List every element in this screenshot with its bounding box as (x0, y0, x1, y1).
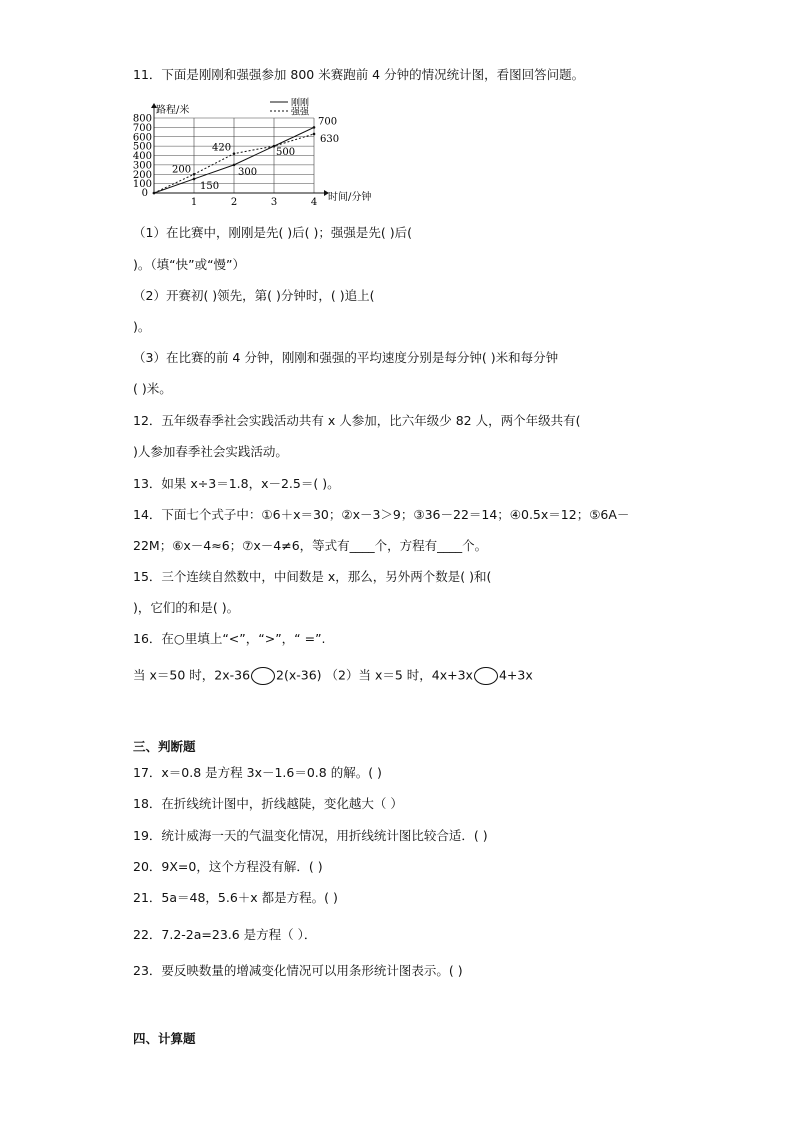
question-12-cont: )人参加春季社会实践活动。 (133, 444, 288, 459)
question-21: 21．5a＝48，5.6＋x 都是方程。( ) (133, 890, 338, 905)
question-19: 19．统计威海一天的气温变化情况，用折线统计图比较合适．( ) (133, 828, 488, 843)
data-point (193, 178, 196, 181)
y-tick-label: 300 (132, 160, 152, 172)
y-tick-label: 100 (132, 179, 152, 191)
question-11-part3: （3）在比赛的前 4 分钟，刚刚和强强的平均速度分别是每分钟( )米和每分钟 (133, 350, 559, 365)
origin-label: 0 (141, 188, 148, 199)
question-11-part1-cont: )。（填“快”或“慢”） (133, 257, 246, 272)
question-11-part3-cont: ( )米。 (133, 381, 172, 396)
question-16: 16．在○里填上“<”，“>”，“ =”. (133, 631, 326, 646)
question-17: 17．x＝0.8 是方程 3x－1.6＝0.8 的解。( ) (133, 765, 382, 780)
question-15: 15．三个连续自然数中，中间数是 x，那么，另外两个数是( )和( (133, 569, 492, 584)
section-3-heading: 三、判断题 (133, 739, 196, 754)
compare-circle-1[interactable] (251, 667, 275, 685)
question-11-part2-cont: )。 (133, 319, 151, 334)
question-23: 23．要反映数量的增减变化情况可以用条形统计图表示。( ) (133, 963, 463, 978)
data-point (273, 145, 276, 148)
data-point (313, 133, 316, 136)
y-tick-label: 400 (132, 151, 152, 162)
data-point (153, 192, 156, 195)
data-point (233, 164, 236, 167)
data-label: 300 (238, 166, 258, 178)
question-13: 13．如果 x÷3＝1.8，x－2.5＝( )。 (133, 476, 340, 491)
question-12: 12．五年级春季社会实践活动共有 x 人参加，比六年级少 82 人，两个年级共有( (133, 413, 581, 428)
line-chart (120, 94, 372, 212)
x-tick-label: 3 (270, 197, 278, 208)
data-point (313, 126, 316, 129)
data-label: 150 (200, 180, 220, 192)
y-tick-label: 800 (132, 113, 152, 125)
x-tick-label: 4 (310, 197, 318, 208)
x-tick-label: 2 (230, 197, 238, 208)
question-11-part1: （1）在比赛中，刚刚是先( )后( )；强强是先( )后( (133, 225, 413, 240)
q16-part3: 4+3x (498, 667, 533, 683)
question-15-cont: )，它们的和是( )。 (133, 600, 240, 615)
question-20: 20．9X=0，这个方程没有解．( ) (133, 859, 323, 874)
data-label: 420 (212, 142, 232, 154)
section-4-heading: 四、计算题 (133, 1031, 196, 1046)
y-tick-label: 500 (132, 141, 152, 153)
legend-label: 强强 (291, 107, 310, 118)
question-16-line (133, 667, 533, 685)
question-11: 11．下面是刚刚和强强参加 800 米赛跑前 4 分钟的情况统计图，看图回答问题。 (133, 67, 585, 82)
compare-circle-2[interactable] (474, 667, 498, 685)
legend-label: 刚刚 (291, 98, 310, 109)
y-tick-label: 600 (132, 132, 152, 144)
question-14: 14．下面七个式子中：①6＋x＝30；②x－3＞9；③36－22＝14；④0.5x＝12；⑤6A－ (133, 507, 630, 522)
question-22: 22．7.2-2a=23.6 是方程（ ）． (133, 927, 317, 942)
question-14-cont: 22M；⑥x－4≈6；⑦x－4≠6，等式有____个，方程有____个。 (133, 538, 488, 553)
data-label: 500 (276, 147, 296, 159)
data-point (233, 152, 236, 155)
question-18: 18．在折线统计图中，折线越陡，变化越大（ ） (133, 796, 403, 811)
y-tick-label: 200 (132, 169, 152, 181)
data-label: 630 (320, 133, 340, 145)
data-point (193, 173, 196, 176)
data-label: 700 (318, 116, 338, 128)
y-tick-label: 700 (132, 122, 152, 134)
q16-part2: 2(x-36) （2）当 x＝5 时，4x+3x (276, 667, 473, 683)
data-label: 200 (172, 164, 192, 176)
q16-part1: 当 x＝50 时，2x-36 (133, 667, 251, 683)
question-11-part2: （2）开赛初( )领先，第( )分钟时，( )追上( (133, 288, 375, 303)
x-tick-label: 1 (190, 197, 198, 208)
y-axis-title: 路程/米 (156, 105, 190, 116)
x-axis-title: 时间/分钟 (328, 192, 372, 203)
